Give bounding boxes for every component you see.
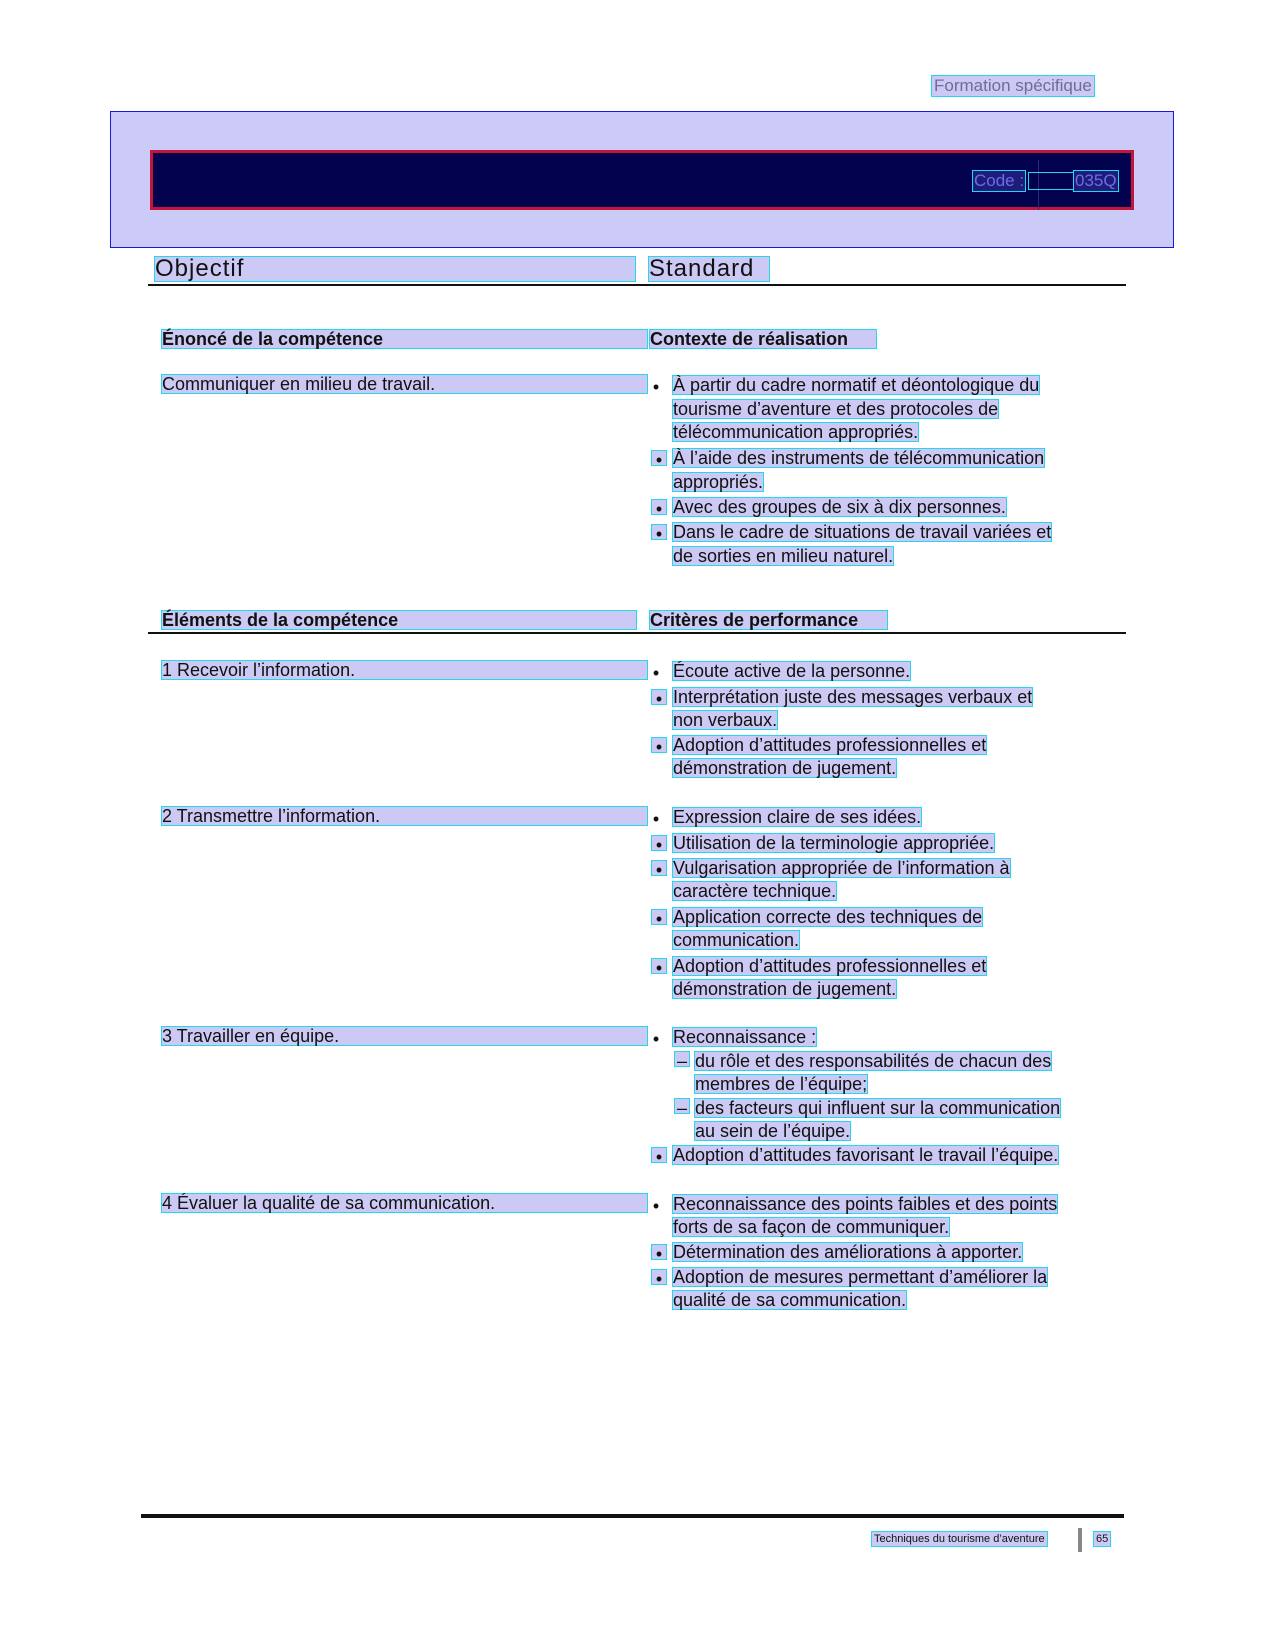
criteria-line: Reconnaissance des points faibles et des points (673, 1194, 1058, 1214)
context-heading: Contexte de réalisation (650, 330, 876, 348)
bullet: • (652, 1148, 666, 1162)
criteria-line: Adoption d’attitudes professionnelles et (673, 735, 987, 755)
bullet: • (652, 500, 666, 514)
context-line: Avec des groupes de six à dix personnes. (673, 497, 1006, 517)
bullet: • (652, 525, 666, 539)
criteria-line: Adoption d’attitudes favorisant le travail l’équipe. (673, 1145, 1059, 1165)
criteria-line: démonstration de jugement. (673, 979, 897, 999)
element-item: 2 Transmettre l’information. (162, 807, 647, 825)
criteria-line: Reconnaissance : (673, 1027, 817, 1047)
footer-rule (141, 1514, 1124, 1518)
criteria-line: Écoute active de la personne. (673, 661, 911, 681)
objective-title: Objectif (155, 257, 635, 281)
criteria-line: Détermination des améliorations à apporter. (673, 1242, 1023, 1262)
context-line: de sorties en milieu naturel. (673, 546, 894, 566)
context-line: tourisme d’aventure et des protocoles de (673, 399, 999, 419)
context-line: télécommunication appropriés. (673, 422, 919, 442)
code-field (1029, 173, 1073, 189)
context-line: appropriés. (673, 472, 764, 492)
criteria-line: Adoption de mesures permettant d’améliorer la (673, 1267, 1048, 1287)
bullet: • (652, 910, 666, 924)
bullet: • (652, 690, 666, 704)
bullet: • (652, 1245, 666, 1259)
criteria-line: Adoption d’attitudes professionnelles et (673, 956, 987, 976)
criteria-line: Interprétation juste des messages verbaux et (673, 687, 1033, 707)
criteria-line: caractère technique. (673, 881, 837, 901)
criteria-subline: membres de l’équipe; (695, 1074, 868, 1094)
bullet: • (652, 738, 666, 752)
code-value: 035Q (1075, 171, 1117, 190)
elements-heading: Éléments de la compétence (162, 611, 636, 629)
standard-title: Standard (649, 257, 769, 281)
context-line: À partir du cadre normatif et déontologique du (673, 375, 1040, 395)
criteria-line: Application correcte des techniques de (673, 907, 983, 927)
context-line: À l’aide des instruments de télécommunication (673, 448, 1045, 468)
criteria-line: non verbaux. (673, 710, 778, 730)
bullet: • (652, 1270, 666, 1284)
footer-program: Techniques du tourisme d’aventure (874, 1533, 1045, 1545)
bullet: • (652, 836, 666, 850)
code-label: Code : (974, 171, 1025, 190)
bullet: • (652, 377, 660, 397)
title-rule (148, 284, 1126, 286)
bullet: • (652, 1029, 660, 1049)
competence-statement: Communiquer en milieu de travail. (162, 375, 647, 393)
bullet: • (652, 959, 666, 973)
competence-heading: Énoncé de la compétence (162, 330, 647, 348)
element-item: 1 Recevoir l’information. (162, 661, 647, 679)
section-label: Formation spécifique (934, 76, 1092, 95)
dash: – (676, 1051, 687, 1071)
footer-separator (1078, 1528, 1082, 1552)
element-item: 3 Travailler en équipe. (162, 1027, 647, 1045)
criteria-line: Vulgarisation appropriée de l’information à (673, 858, 1010, 878)
elements-rule (148, 632, 636, 634)
criteria-line: démonstration de jugement. (673, 758, 897, 778)
criteria-heading: Critères de performance (650, 611, 887, 629)
criteria-line: communication. (673, 930, 800, 950)
bullet: • (652, 1196, 660, 1216)
bullet: • (652, 663, 660, 683)
bullet: • (652, 861, 666, 875)
criteria-line: Utilisation de la terminologie appropriée. (673, 833, 995, 853)
criteria-line: forts de sa façon de communiquer. (673, 1217, 950, 1237)
criteria-line: qualité de sa communication. (673, 1290, 907, 1310)
context-line: Dans le cadre de situations de travail variées et (673, 522, 1052, 542)
criteria-rule (636, 632, 1126, 634)
bullet: • (652, 451, 666, 465)
element-item: 4 Évaluer la qualité de sa communication. (162, 1194, 647, 1212)
criteria-subline: des facteurs qui influent sur la communication (695, 1098, 1061, 1118)
page-number: 65 (1096, 1533, 1109, 1545)
criteria-subline: du rôle et des responsabilités de chacun des (695, 1051, 1052, 1071)
criteria-subline: au sein de l’équipe. (695, 1121, 851, 1141)
criteria-line: Expression claire de ses idées. (673, 807, 922, 827)
dash: – (676, 1098, 687, 1118)
bullet: • (652, 809, 660, 829)
